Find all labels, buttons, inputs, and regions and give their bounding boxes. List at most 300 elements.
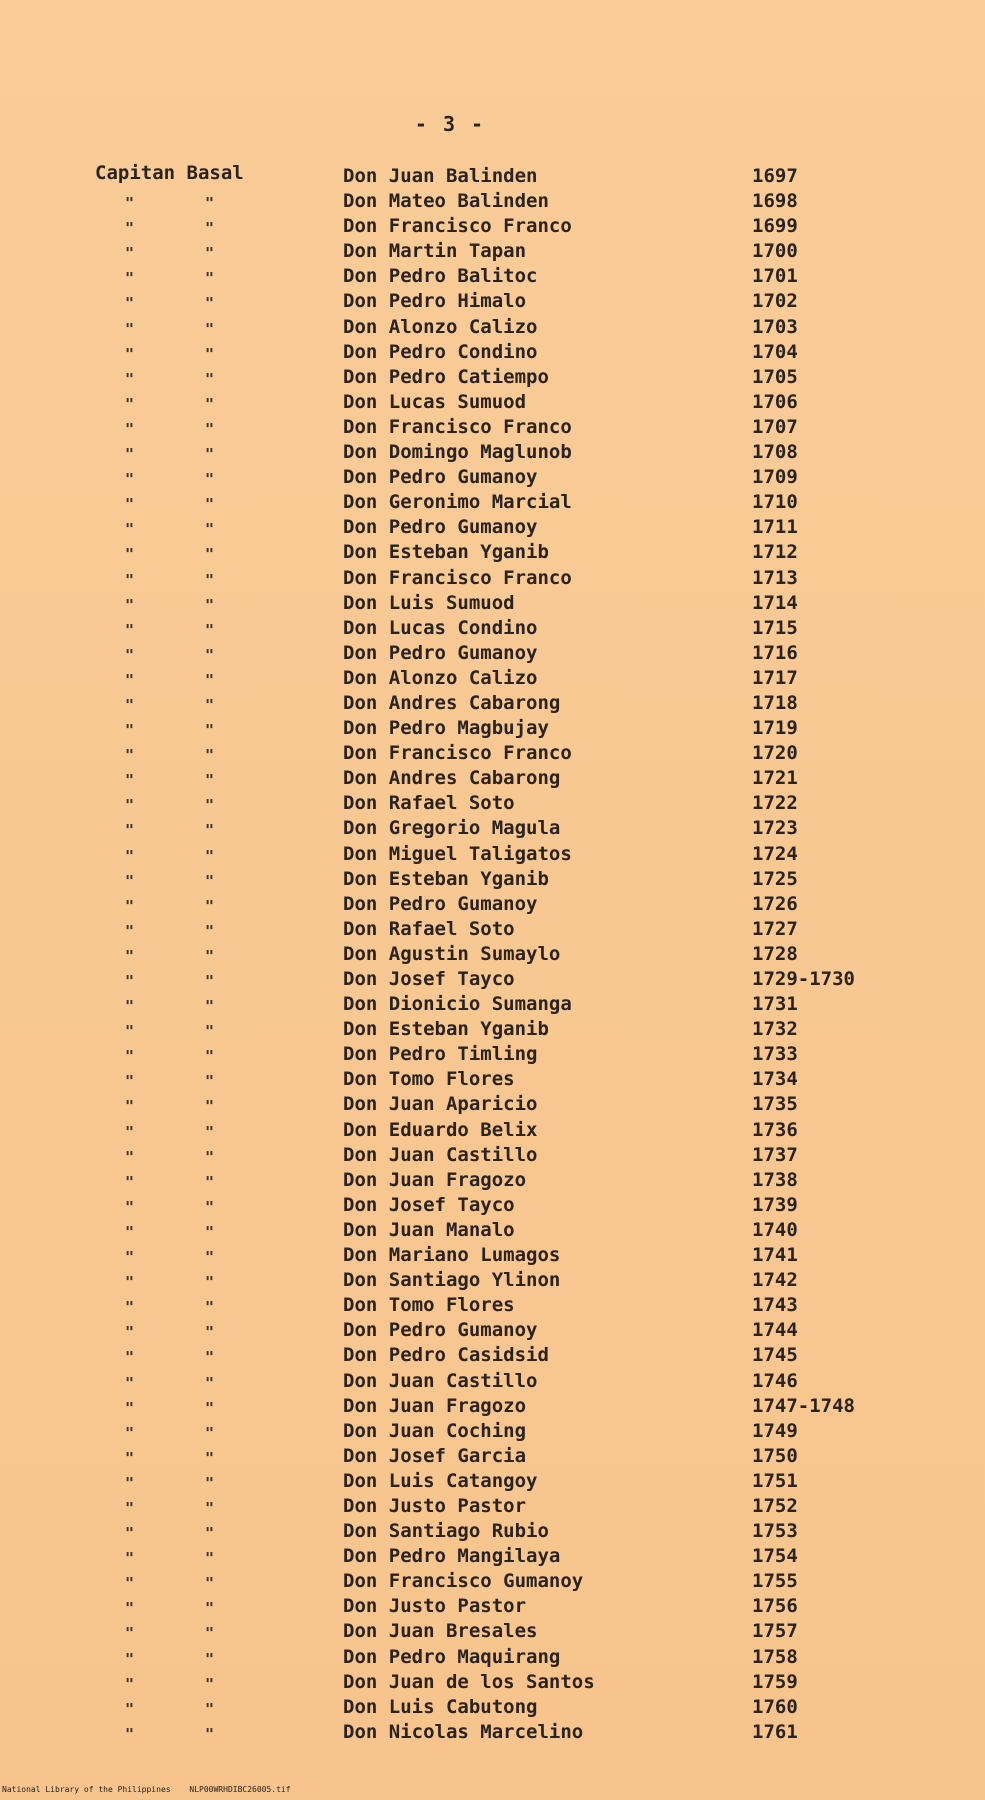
official-name: Don Lucas Condino (343, 616, 538, 639)
ditto-mark-office: " (205, 495, 215, 514)
ditto-mark-title: " (125, 1649, 135, 1668)
ditto-mark-office: " (205, 1649, 215, 1668)
term-year: 1753 (752, 1520, 798, 1543)
official-name: Don Juan de los Santos (343, 1670, 595, 1693)
term-year: 1754 (752, 1545, 798, 1568)
term-year: 1734 (752, 1068, 798, 1091)
ditto-mark-title: " (125, 319, 135, 338)
ditto-mark-title: " (125, 871, 135, 890)
list-item (0, 1219, 985, 1244)
term-year: 1707 (752, 415, 798, 438)
ditto-mark-title: " (125, 194, 135, 213)
ditto-mark-office: " (205, 896, 215, 915)
list-item (0, 868, 985, 893)
ditto-mark-title: " (125, 1599, 135, 1618)
ditto-mark-office: " (205, 796, 215, 815)
term-year: 1743 (752, 1294, 798, 1317)
official-name: Don Domingo Maglunob (343, 441, 572, 464)
ditto-mark-title: " (125, 1348, 135, 1367)
page-number: - 3 - (414, 112, 486, 136)
footer-source: National Library of the Philippines (2, 1785, 171, 1794)
official-name: Don Pedro Timling (343, 1043, 538, 1066)
term-year: 1704 (752, 340, 798, 363)
ditto-mark-title: " (125, 1248, 135, 1267)
official-name: Don Juan Coching (343, 1419, 527, 1442)
official-name: Don Luis Cabutong (343, 1695, 538, 1718)
list-item (0, 692, 985, 717)
ditto-mark-title: " (125, 771, 135, 790)
ditto-mark-title: " (125, 219, 135, 238)
official-name: Don Juan Balinden (343, 165, 538, 187)
list-item (0, 1595, 985, 1620)
ditto-mark-title: " (125, 1624, 135, 1643)
list-item (0, 1119, 985, 1144)
ditto-mark-office: " (205, 695, 215, 714)
ditto-mark-office: " (205, 670, 215, 689)
list-item (0, 1319, 985, 1344)
term-year: 1758 (752, 1645, 798, 1668)
ditto-mark-office: " (205, 997, 215, 1016)
official-name: Don Justo Pastor (343, 1595, 527, 1618)
list-item (0, 290, 985, 315)
term-year: 1742 (752, 1269, 798, 1292)
list-item (0, 1545, 985, 1570)
term-year: 1727 (752, 917, 798, 940)
ditto-mark-title: " (125, 695, 135, 714)
ditto-mark-title: " (125, 1222, 135, 1241)
official-name: Don Alonzo Calizo (343, 666, 538, 689)
ditto-mark-office: " (205, 1674, 215, 1693)
ditto-mark-title: " (125, 495, 135, 514)
ditto-mark-office: " (205, 871, 215, 890)
term-year: 1738 (752, 1168, 798, 1191)
official-name: Don Pedro Casidsid (343, 1344, 549, 1367)
term-year: 1737 (752, 1143, 798, 1166)
ditto-mark-office: " (205, 1273, 215, 1292)
list-item (0, 667, 985, 692)
term-year: 1756 (752, 1595, 798, 1618)
list-item (0, 717, 985, 742)
official-name: Don Francisco Gumanoy (343, 1570, 584, 1593)
term-year: 1752 (752, 1494, 798, 1517)
ditto-mark-office: " (205, 846, 215, 865)
ditto-mark-title: " (125, 1473, 135, 1492)
official-name: Don Mariano Lumagos (343, 1244, 561, 1267)
official-name: Don Pedro Maquirang (343, 1645, 561, 1668)
term-year: 1757 (752, 1620, 798, 1643)
ditto-mark-title: " (125, 394, 135, 413)
ditto-mark-office: " (205, 369, 215, 388)
ditto-mark-office: " (205, 269, 215, 288)
term-year: 1760 (752, 1695, 798, 1718)
ditto-mark-title: " (125, 846, 135, 865)
ditto-mark-office: " (205, 1122, 215, 1141)
term-year: 1706 (752, 390, 798, 413)
ditto-mark-office: " (205, 771, 215, 790)
list-item (0, 1470, 985, 1495)
ditto-mark-office: " (205, 445, 215, 464)
official-name: Don Rafael Soto (343, 917, 515, 940)
term-year: 1698 (752, 190, 798, 213)
list-item (0, 1420, 985, 1445)
term-year: 1725 (752, 867, 798, 890)
term-year: 1700 (752, 240, 798, 263)
footer (2, 1785, 305, 1794)
official-name: Don Francisco Franco (343, 742, 572, 765)
ditto-mark-office: " (205, 972, 215, 990)
official-name: Don Juan Fragozo (343, 1394, 527, 1417)
list-item (0, 567, 985, 592)
ditto-mark-title: " (125, 344, 135, 363)
ditto-mark-office: " (205, 1549, 215, 1568)
list-item (0, 592, 985, 617)
official-name: Don Esteban Yganib (343, 867, 549, 890)
list-item (0, 240, 985, 265)
list-item (0, 742, 985, 767)
list-item (0, 1370, 985, 1395)
list-item (0, 265, 985, 290)
term-year: 1714 (752, 591, 798, 614)
official-name: Don Juan Castillo (343, 1143, 538, 1166)
official-name: Don Alonzo Calizo (343, 315, 538, 338)
term-year: 1749 (752, 1419, 798, 1442)
ditto-mark-title: " (125, 570, 135, 589)
list-item (0, 391, 985, 416)
ditto-mark-title: " (125, 1498, 135, 1517)
ditto-mark-title: " (125, 746, 135, 765)
ditto-mark-office: " (205, 821, 215, 840)
official-name: Don Juan Manalo (343, 1218, 515, 1241)
term-year: 1719 (752, 717, 798, 740)
term-year: 1697 (752, 165, 798, 187)
footer-file-id: NLP00WRHDIBC26005.tif (189, 1785, 291, 1794)
list-item (0, 767, 985, 792)
term-year: 1724 (752, 842, 798, 865)
ditto-mark-title: " (125, 896, 135, 915)
official-name: Don Santiago Rubio (343, 1520, 549, 1543)
ditto-mark-office: " (205, 1624, 215, 1643)
ditto-mark-title: " (125, 1699, 135, 1718)
term-year: 1703 (752, 315, 798, 338)
official-name: Don Lucas Sumuod (343, 390, 527, 413)
ditto-mark-office: " (205, 219, 215, 238)
term-year: 1729-1730 (752, 968, 855, 990)
list-item (0, 1294, 985, 1319)
list-item (0, 918, 985, 943)
term-year: 1709 (752, 466, 798, 489)
list-item (0, 642, 985, 667)
ditto-mark-title: " (125, 244, 135, 263)
ditto-mark-office: " (205, 595, 215, 614)
ditto-mark-office: " (205, 520, 215, 539)
official-name: Don Andres Cabarong (343, 691, 561, 714)
ditto-mark-title: " (125, 269, 135, 288)
ditto-mark-title: " (125, 1273, 135, 1292)
ditto-mark-office: " (205, 1097, 215, 1116)
official-name: Don Andres Cabarong (343, 767, 561, 790)
ditto-mark-office: " (205, 921, 215, 940)
list-item (0, 1244, 985, 1269)
term-year: 1736 (752, 1118, 798, 1141)
list-item (0, 817, 985, 842)
ditto-mark-title: " (125, 1097, 135, 1116)
ditto-mark-office: " (205, 1022, 215, 1041)
list-item (0, 416, 985, 441)
official-name: Don Esteban Yganib (343, 541, 549, 564)
ditto-mark-office: " (205, 620, 215, 639)
official-name: Don Pedro Gumanoy (343, 1319, 538, 1342)
term-year: 1716 (752, 641, 798, 664)
officials-list (0, 165, 985, 1746)
official-name: Don Pedro Gumanoy (343, 892, 538, 915)
list-item (0, 215, 985, 240)
ditto-mark-title: " (125, 997, 135, 1016)
official-name: Don Gregorio Magula (343, 817, 561, 840)
ditto-mark-office: " (205, 946, 215, 965)
list-item (0, 466, 985, 491)
ditto-mark-office: " (205, 419, 215, 438)
term-year: 1705 (752, 365, 798, 388)
official-name: Don Pedro Gumanoy (343, 641, 538, 664)
list-item (0, 792, 985, 817)
list-item (0, 1445, 985, 1470)
ditto-mark-office: " (205, 470, 215, 489)
term-year: 1722 (752, 792, 798, 815)
list-item (0, 1570, 985, 1595)
term-year: 1720 (752, 742, 798, 765)
ditto-mark-office: " (205, 319, 215, 338)
term-year: 1710 (752, 491, 798, 514)
official-name: Don Juan Bresales (343, 1620, 538, 1643)
list-item (0, 190, 985, 215)
term-year: 1745 (752, 1344, 798, 1367)
list-item (0, 316, 985, 341)
ditto-mark-office: " (205, 1699, 215, 1718)
term-year: 1708 (752, 441, 798, 464)
official-name: Don Josef Tayco (343, 968, 515, 990)
term-year: 1712 (752, 541, 798, 564)
term-year: 1732 (752, 1018, 798, 1041)
official-name: Don Francisco Franco (343, 566, 572, 589)
list-item (0, 1395, 985, 1420)
ditto-mark-title: " (125, 1197, 135, 1216)
official-name: Don Mateo Balinden (343, 190, 549, 213)
ditto-mark-title: " (125, 670, 135, 689)
official-name: Don Juan Fragozo (343, 1168, 527, 1191)
list-item (0, 1043, 985, 1068)
list-item (0, 1093, 985, 1118)
list-item (0, 1671, 985, 1696)
ditto-mark-office: " (205, 1323, 215, 1342)
term-year: 1739 (752, 1193, 798, 1216)
official-name: Don Geronimo Marcial (343, 491, 572, 514)
list-item (0, 516, 985, 541)
ditto-mark-office: " (205, 1222, 215, 1241)
ditto-mark-title: " (125, 1047, 135, 1066)
term-year: 1715 (752, 616, 798, 639)
list-item (0, 1520, 985, 1545)
official-name: Don Luis Sumuod (343, 591, 515, 614)
term-year: 1733 (752, 1043, 798, 1066)
list-item (0, 893, 985, 918)
ditto-mark-title: " (125, 645, 135, 664)
list-item (0, 491, 985, 516)
ditto-mark-title: " (125, 470, 135, 489)
official-name: Don Esteban Yganib (343, 1018, 549, 1041)
ditto-mark-title: " (125, 1172, 135, 1191)
list-item (0, 617, 985, 642)
term-year: 1731 (752, 993, 798, 1016)
ditto-mark-title: " (125, 294, 135, 313)
ditto-mark-title: " (125, 1423, 135, 1442)
list-item (0, 1344, 985, 1369)
ditto-mark-title: " (125, 620, 135, 639)
official-name: Don Josef Tayco (343, 1193, 515, 1216)
ditto-mark-title: " (125, 369, 135, 388)
term-year: 1740 (752, 1218, 798, 1241)
term-year: 1735 (752, 1093, 798, 1116)
official-name: Don Pedro Catiempo (343, 365, 549, 388)
ditto-mark-title: " (125, 1549, 135, 1568)
list-item (0, 943, 985, 968)
ditto-mark-office: " (205, 1298, 215, 1317)
term-year: 1701 (752, 265, 798, 288)
ditto-mark-office: " (205, 545, 215, 564)
official-name: Don Pedro Gumanoy (343, 466, 538, 489)
ditto-mark-office: " (205, 1574, 215, 1593)
ditto-mark-title: " (125, 721, 135, 740)
ditto-mark-title: " (125, 972, 135, 990)
term-year: 1723 (752, 817, 798, 840)
ditto-mark-office: " (205, 194, 215, 213)
column-header-capitan-basal: Capitan Basal (95, 162, 244, 184)
official-name: Don Tomo Flores (343, 1294, 515, 1317)
list-item (0, 341, 985, 366)
list-item (0, 1269, 985, 1294)
ditto-mark-office: " (205, 1248, 215, 1267)
term-year: 1759 (752, 1670, 798, 1693)
ditto-mark-office: " (205, 344, 215, 363)
ditto-mark-title: " (125, 1122, 135, 1141)
list-item (0, 1620, 985, 1645)
ditto-mark-office: " (205, 244, 215, 263)
list-item (0, 1721, 985, 1746)
ditto-mark-office: " (205, 1498, 215, 1517)
ditto-mark-title: " (125, 1398, 135, 1417)
official-name: Don Justo Pastor (343, 1494, 527, 1517)
ditto-mark-title: " (125, 1298, 135, 1317)
ditto-mark-office: " (205, 1473, 215, 1492)
official-name: Don Pedro Balitoc (343, 265, 538, 288)
ditto-mark-office: " (205, 1373, 215, 1392)
ditto-mark-office: " (205, 570, 215, 589)
ditto-mark-title: " (125, 821, 135, 840)
ditto-mark-title: " (125, 1323, 135, 1342)
official-name: Don Pedro Gumanoy (343, 516, 538, 539)
list-item (0, 366, 985, 391)
ditto-mark-title: " (125, 1022, 135, 1041)
term-year: 1751 (752, 1469, 798, 1492)
term-year: 1750 (752, 1444, 798, 1467)
ditto-mark-title: " (125, 1524, 135, 1543)
list-item (0, 993, 985, 1018)
official-name: Don Pedro Himalo (343, 290, 527, 313)
list-item (0, 1646, 985, 1671)
official-name: Don Tomo Flores (343, 1068, 515, 1091)
ditto-mark-office: " (205, 294, 215, 313)
list-item (0, 1169, 985, 1194)
ditto-mark-title: " (125, 1147, 135, 1166)
ditto-mark-title: " (125, 1448, 135, 1467)
ditto-mark-office: " (205, 1197, 215, 1216)
term-year: 1711 (752, 516, 798, 539)
ditto-mark-office: " (205, 645, 215, 664)
term-year: 1746 (752, 1369, 798, 1392)
ditto-mark-office: " (205, 1147, 215, 1166)
term-year: 1761 (752, 1720, 798, 1743)
official-name: Don Francisco Franco (343, 415, 572, 438)
list-item (0, 1144, 985, 1169)
list-item (0, 1018, 985, 1043)
ditto-mark-office: " (205, 1599, 215, 1618)
term-year: 1721 (752, 767, 798, 790)
ditto-mark-office: " (205, 1047, 215, 1066)
term-year: 1741 (752, 1244, 798, 1267)
list-item (0, 968, 985, 993)
list-item (0, 1068, 985, 1093)
ditto-mark-title: " (125, 946, 135, 965)
ditto-mark-office: " (205, 1398, 215, 1417)
list-item (0, 541, 985, 566)
ditto-mark-title: " (125, 419, 135, 438)
official-name: Don Eduardo Belix (343, 1118, 538, 1141)
ditto-mark-title: " (125, 545, 135, 564)
term-year: 1699 (752, 215, 798, 238)
official-name: Don Josef Garcia (343, 1444, 527, 1467)
official-name: Don Rafael Soto (343, 792, 515, 815)
ditto-mark-office: " (205, 1423, 215, 1442)
ditto-mark-office: " (205, 1524, 215, 1543)
term-year: 1747-1748 (752, 1394, 855, 1417)
term-year: 1728 (752, 942, 798, 965)
official-name: Don Dionicio Sumanga (343, 993, 572, 1016)
official-name: Don Martin Tapan (343, 240, 527, 263)
ditto-mark-office: " (205, 1724, 215, 1743)
ditto-mark-title: " (125, 520, 135, 539)
ditto-mark-title: " (125, 1724, 135, 1743)
ditto-mark-office: " (205, 1348, 215, 1367)
term-year: 1726 (752, 892, 798, 915)
list-item (0, 1696, 985, 1721)
official-name: Don Nicolas Marcelino (343, 1720, 584, 1743)
official-name: Don Miguel Taligatos (343, 842, 572, 865)
official-name: Don Pedro Magbujay (343, 717, 549, 740)
ditto-mark-title: " (125, 1072, 135, 1091)
term-year: 1702 (752, 290, 798, 313)
ditto-mark-office: " (205, 1448, 215, 1467)
official-name: Don Pedro Condino (343, 340, 538, 363)
official-name: Don Agustin Sumaylo (343, 942, 561, 965)
term-year: 1718 (752, 691, 798, 714)
list-item (0, 1194, 985, 1219)
list-item (0, 165, 985, 190)
list-item (0, 441, 985, 466)
official-name: Don Luis Catangoy (343, 1469, 538, 1492)
official-name: Don Juan Aparicio (343, 1093, 538, 1116)
ditto-mark-title: " (125, 796, 135, 815)
official-name: Don Pedro Mangilaya (343, 1545, 561, 1568)
ditto-mark-office: " (205, 1072, 215, 1091)
